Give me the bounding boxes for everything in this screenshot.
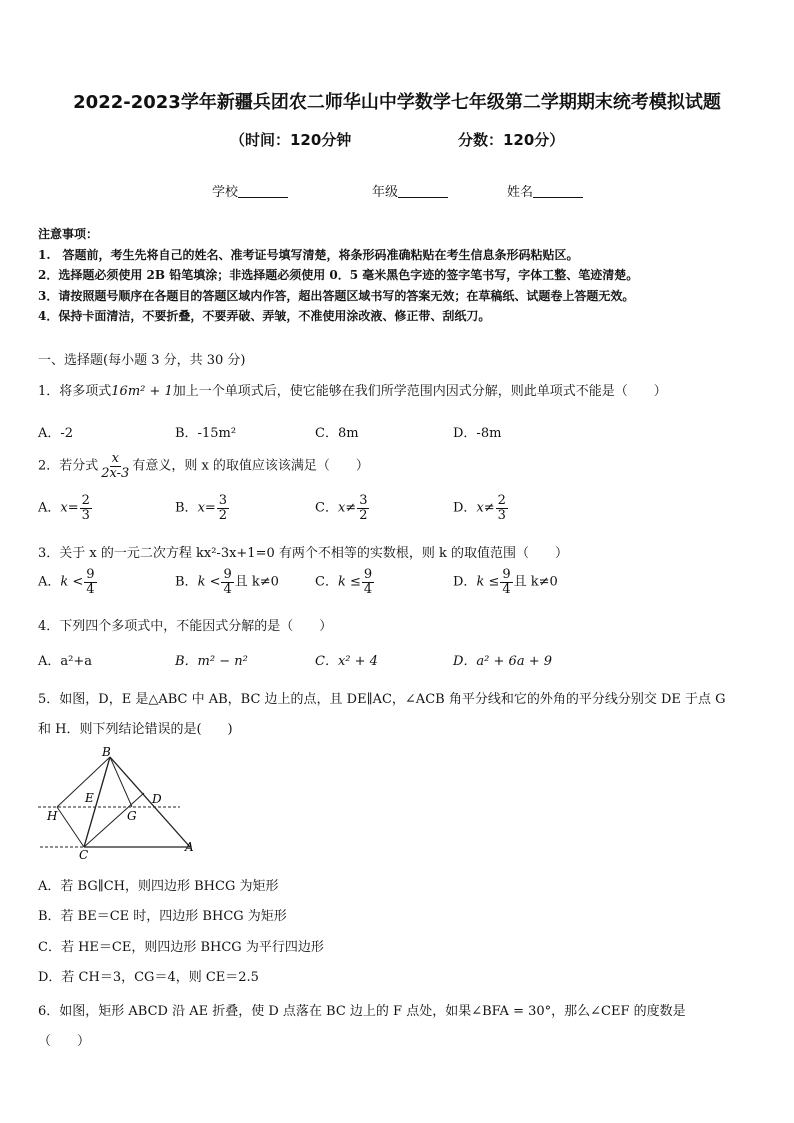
notes-heading: 注意事项： [38,227,99,241]
q4-option-c[interactable]: C．x² + 4 [315,654,378,669]
name-field[interactable] [507,181,583,200]
q1-option-d[interactable]: D．-8m [453,426,502,441]
q2-fraction: $\frac{x}{2x-3}$ [101,451,130,481]
segment-bh [57,757,110,807]
note-item: 1. 答题前，考生先将自己的姓名、准考证号填写清楚，将条形码准确粘贴在考生信息条形码粘贴区。 [38,248,579,262]
label-g: G [127,809,137,823]
question-1: 1．将多项式16m² + 1加上一个单项式后，使它能够在我们所学范围内因式分解，则此单项式不能是（ ） [38,384,667,399]
q3-option-a[interactable]: A．k < $\frac{9}{4}$ [38,567,95,597]
q2-option-b[interactable]: B．x= $\frac{3}{2}$ [175,493,228,523]
q5-option-a[interactable]: A．若 BG∥CH，则四边形 BHCG 为矩形 [38,879,279,894]
q2-option-c[interactable]: C．x≠ $\frac{3}{2}$ [315,493,368,523]
label-a: A [185,840,194,854]
segment-hc [57,807,84,847]
q5-option-d[interactable]: D．若 CH＝3，CG＝4，则 CE＝2.5 [38,970,259,985]
note-item: 3．请按照题号顺序在各题目的答题区域内作答，超出答题区域书写的答案无效；在草稿纸、试题卷上答题无效。 [38,289,635,303]
name-label: 姓名 [507,185,534,200]
q1-option-a[interactable]: A．-2 [38,426,74,441]
school-field[interactable] [212,181,288,200]
segment-ba [110,757,190,847]
label-e: E [85,791,94,805]
question-6-line2: （ ） [38,1034,91,1049]
q4-option-a[interactable]: A．a²+a [38,654,92,669]
school-label: 学校 [212,185,239,200]
question-5-line2: 和 H．则下列结论错误的是( ) [38,722,233,737]
exam-time: （时间：120分钟 [230,131,352,149]
q4-option-d[interactable]: D．a² + 6a + 9 [453,654,552,669]
q2-option-a[interactable]: A．x= $\frac{2}{3}$ [38,493,90,523]
q1-option-c[interactable]: C．8m [315,426,359,441]
grade-label: 年级 [372,185,399,200]
q5-geometry-figure [30,745,210,860]
question-4: 4．下列四个多项式中，不能因式分解的是（ ） [38,619,333,634]
q1-expression: 16m² + 1 [111,384,173,399]
note-item: 2．选择题必须使用 2B 铅笔填涂；非选择题必须使用 0．5 毫米黑色字迹的签字笔书写，字体工整、笔迹清楚。 [38,268,639,282]
question-3: 3．关于 x 的一元二次方程 kx²-3x+1=0 有两个不相等的实数根，则 k 的取值范围（ ） [38,546,569,561]
question-5-line1: 5．如图，D，E 是△ABC 中 AB，BC 边上的点，且 DE∥AC，∠ACB 角平分线和它的外角的平分线分别交 DE 于点 G [38,692,726,707]
label-b: B [102,745,111,759]
exam-score: 分数：120分） [458,131,565,149]
q2-option-d[interactable]: D．x≠ $\frac{2}{3}$ [453,493,506,523]
q4-option-b[interactable]: B．m² − n² [175,654,248,669]
q1-option-b[interactable]: B．-15m² [175,426,237,441]
q5-option-c[interactable]: C．若 HE＝CE，则四边形 BHCG 为平行四边形 [38,940,324,955]
page-title: 2022-2023学年新疆兵团农二师华山中学数学七年级第二学期期末统考模拟试题 [73,92,721,113]
question-6-line1: 6．如图，矩形 ABCD 沿 AE 折叠，使 D 点落在 BC 边上的 F 点处，如果∠BFA = 30°，那么∠CEF 的度数是 [38,1004,686,1019]
segment-bg [110,757,132,807]
grade-field[interactable] [372,181,448,200]
q5-option-b[interactable]: B．若 BE＝CE 时，四边形 BHCG 为矩形 [38,909,287,924]
label-d: D [152,792,162,806]
section-heading: 一、选择题(每小题 3 分，共 30 分) [38,353,246,368]
label-c: C [79,848,89,860]
q3-option-d[interactable]: D．k ≤ $\frac{9}{4}$ 且 k≠0 [453,567,558,597]
note-item: 4．保持卡面清洁，不要折叠，不要弄破、弄皱，不准使用涂改液、修正带、刮纸刀。 [38,309,491,323]
q3-option-c[interactable]: C．k ≤ $\frac{9}{4}$ [315,567,373,597]
question-2: 2．若分式 $\frac{x}{2x-3}$ 有意义，则 x 的取值应该该满足（ ） [38,451,369,481]
q3-option-b[interactable]: B．k < $\frac{9}{4}$ 且 k≠0 [175,567,279,597]
label-h: H [47,809,58,823]
